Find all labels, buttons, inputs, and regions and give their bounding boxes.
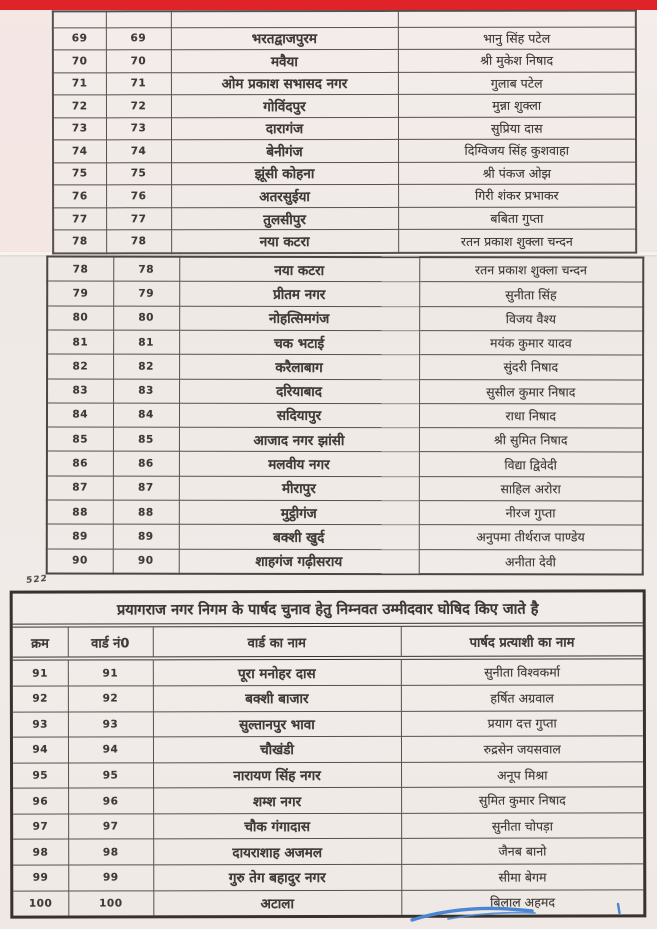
cell-ward-name: नोहत्सिमगंज: [179, 306, 419, 331]
cell-serial: 78: [53, 230, 106, 253]
handwritten-mark: 522: [25, 573, 48, 587]
paper-left-margin: [0, 10, 50, 254]
announcement-table-section: [10, 589, 647, 918]
cell-ward-name: भरतद्वाजपुरम: [171, 27, 398, 50]
cell-ward-no: 69: [106, 27, 171, 50]
cell-serial: 88: [47, 500, 113, 524]
cell-ward-name: चौक गंगादास: [153, 813, 401, 839]
cell-ward-name: मलवीय नगर: [179, 452, 419, 477]
table-row: [47, 354, 643, 379]
cell-ward-name: गोविंदपुर: [171, 95, 398, 118]
cell-serial: 72: [53, 95, 106, 118]
cell-candidate-name: विजय वैश्य: [419, 306, 643, 331]
cell-ward-name: आजाद नगर झांसी: [179, 427, 419, 452]
cell-ward-name: सदियापुर: [179, 403, 419, 428]
cell-serial: 97: [13, 814, 68, 840]
cell-candidate-name: सुनीता सिंह: [419, 282, 643, 307]
table-row: [53, 207, 636, 230]
cell-serial: 85: [47, 427, 113, 451]
cell-ward-no: 99: [68, 865, 153, 891]
table-row: [53, 117, 636, 140]
cell-ward-no: 85: [113, 427, 179, 451]
cell-ward-no: 95: [68, 763, 153, 789]
cell-ward-no: 78: [106, 230, 171, 253]
cell-candidate-name: गुलाब पटेल: [398, 72, 636, 95]
cell-ward-no: 83: [113, 379, 179, 403]
cell-ward-no: 73: [106, 117, 171, 140]
top-red-bar: [0, 0, 657, 10]
cell-ward-name: मुट्ठीगंज: [179, 500, 419, 525]
table-row: [53, 27, 636, 50]
cell-candidate-name: रतन प्रकाश शुक्ला चन्दन: [398, 229, 636, 253]
cell-serial: 79: [47, 281, 113, 305]
cell-empty: [398, 11, 636, 27]
cell-serial: 100: [13, 891, 68, 916]
cell-ward-name: प्रीतम नगर: [179, 282, 419, 307]
table-row: [47, 548, 643, 574]
cell-ward-name: मीरापुर: [179, 476, 419, 501]
table-row: [13, 710, 643, 737]
table-row: [13, 787, 643, 814]
table-row: [47, 330, 643, 355]
cell-candidate-name: प्रयाग दत्त गुप्ता: [401, 710, 643, 736]
cell-candidate-name: विद्या द्विवेदी: [419, 452, 643, 477]
table-row: [47, 476, 643, 501]
cell-serial: 78: [47, 256, 113, 281]
cell-candidate-name: श्री सुमित निषाद: [419, 428, 643, 453]
cell-ward-no: 70: [106, 50, 171, 73]
table-row: [47, 256, 643, 282]
cell-ward-no: 71: [106, 72, 171, 95]
column-header: क्रम: [13, 628, 68, 659]
column-header: वार्ड नं0: [68, 627, 153, 658]
cell-candidate-name: जैनब बानो: [401, 838, 643, 864]
cell-ward-no: 96: [68, 788, 153, 814]
cell-ward-no: 89: [113, 524, 179, 548]
cell-ward-name: नया कटरा: [179, 257, 419, 282]
ward-table-announced: [13, 626, 644, 915]
cell-candidate-name: सुसील कुमार निषाद: [419, 379, 643, 404]
cell-serial: 98: [13, 839, 68, 865]
cell-ward-no: 92: [68, 686, 153, 712]
cell-candidate-name: सुंदरी निषाद: [419, 355, 643, 380]
cell-ward-no: 93: [68, 712, 153, 738]
cell-candidate-name: अनूप मिश्रा: [401, 762, 643, 788]
cell-ward-name: पूरा मनोहर दास: [153, 658, 401, 686]
table-body: [13, 657, 644, 915]
table-row: [53, 229, 636, 253]
cell-serial: 92: [13, 686, 68, 712]
cell-candidate-name: रतन प्रकाश शुक्ला चन्दन: [419, 257, 643, 282]
table-row: [13, 864, 643, 891]
cell-ward-name: दारागंज: [171, 117, 398, 140]
signature-mark: [360, 898, 650, 928]
cell-serial: 77: [53, 208, 106, 231]
cell-ward-no: 72: [106, 95, 171, 118]
cell-ward-name: अतरसुईया: [171, 185, 398, 208]
cell-ward-name: शम्श नगर: [153, 788, 401, 814]
cell-serial: 89: [47, 524, 113, 548]
cell-candidate-name: दिग्विजय सिंह कुशवाहा: [398, 139, 636, 162]
cell-ward-no: 100: [68, 890, 153, 915]
cell-ward-name: चक भटाई: [179, 330, 419, 355]
cell-serial: 73: [53, 117, 106, 140]
cell-ward-name: अटाला: [153, 890, 401, 915]
table-row: [47, 427, 643, 452]
column-header: पार्षद प्रत्याशी का नाम: [401, 626, 643, 658]
cell-ward-name: सुल्तानपुर भावा: [153, 711, 401, 737]
table-body: [47, 256, 644, 574]
cell-ward-name: बक्शी खुर्द: [179, 524, 419, 549]
cell-serial: 69: [53, 27, 106, 50]
cell-ward-no: 77: [106, 207, 171, 230]
cell-candidate-name: अनुपमा तीर्थराज पाण्डेय: [419, 525, 643, 550]
cell-ward-no: 94: [68, 737, 153, 763]
table-row: [13, 736, 643, 763]
cell-ward-no: 98: [68, 839, 153, 865]
ward-table-segment-1: [52, 10, 637, 255]
cell-serial: 95: [13, 763, 68, 789]
cell-serial: 94: [13, 737, 68, 763]
cell-serial: 76: [53, 185, 106, 208]
column-header: वार्ड का नाम: [153, 627, 401, 659]
cell-ward-name: दायराशाह अजमल: [153, 839, 401, 865]
cell-ward-name: मवैया: [171, 49, 398, 72]
cell-serial: 90: [47, 548, 113, 573]
table-row: [13, 813, 643, 840]
cell-candidate-name: साहिल अरोरा: [419, 476, 643, 501]
cell-serial: 84: [47, 403, 113, 427]
cell-ward-no: 97: [68, 814, 153, 840]
cell-candidate-name: श्री मुकेश निषाद: [398, 49, 636, 72]
cell-ward-name: दरियाबाद: [179, 379, 419, 404]
cell-candidate-name: मयंक कुमार यादव: [419, 331, 643, 356]
cell-candidate-name: सुनीता विश्वकर्मा: [401, 657, 643, 685]
cell-candidate-name: सीमा बेगम: [401, 864, 643, 890]
cell-serial: 99: [13, 865, 68, 891]
cell-candidate-name: बिलाल अहमद: [401, 889, 643, 914]
cell-serial: 86: [47, 451, 113, 475]
cell-serial: 91: [13, 659, 68, 687]
cell-candidate-name: बबिता गुप्ता: [398, 207, 636, 230]
cell-ward-no: 90: [113, 549, 179, 574]
cell-serial: 75: [53, 163, 106, 186]
table-row: [13, 762, 643, 789]
cell-ward-no: 86: [113, 451, 179, 475]
cell-serial: 93: [13, 712, 68, 738]
ward-table-segment-2: [46, 255, 645, 575]
cell-ward-no: 79: [113, 282, 179, 306]
table-row: [13, 657, 643, 686]
cell-ward-no: 88: [113, 500, 179, 524]
cell-candidate-name: अनीता देवी: [419, 549, 643, 574]
cell-serial: 70: [53, 50, 106, 73]
table-row: [47, 306, 643, 331]
cell-ward-no: 91: [68, 658, 153, 686]
cell-ward-no: 87: [113, 476, 179, 500]
cell-candidate-name: रुद्रसेन जयसवाल: [401, 736, 643, 762]
cell-ward-no: 74: [106, 140, 171, 163]
cell-ward-name: गुरु तेग बहादुर नगर: [153, 864, 401, 890]
table-row: [13, 685, 643, 712]
cell-serial: 74: [53, 140, 106, 163]
cell-ward-no: 80: [113, 306, 179, 330]
cell-ward-name: करैलाबाग: [179, 354, 419, 379]
cell-candidate-name: गिरी शंकर प्रभाकर: [398, 184, 636, 207]
cell-empty: [106, 11, 171, 27]
cell-candidate-name: श्री पंकज ओझ: [398, 162, 636, 185]
table-row: [53, 162, 636, 185]
cell-empty: [171, 11, 398, 27]
cell-ward-name: नारायण सिंह नगर: [153, 762, 401, 788]
cell-ward-no: 81: [113, 330, 179, 354]
cell-ward-name: बक्शी बाजार: [153, 685, 401, 711]
cell-ward-name: नया कटरा: [171, 230, 398, 254]
table-row: [53, 184, 636, 207]
cell-serial: 83: [47, 379, 113, 403]
cell-ward-no: 75: [106, 162, 171, 185]
cell-serial: 87: [47, 476, 113, 500]
table-row: [47, 451, 643, 476]
table-body: [53, 11, 636, 254]
cell-ward-name: झूंसी कोहना: [171, 162, 398, 185]
cell-ward-no: 82: [113, 354, 179, 378]
cell-serial: 82: [47, 354, 113, 378]
cell-serial: 81: [47, 330, 113, 354]
table-row: [13, 838, 643, 865]
cell-candidate-name: सुप्रिया दास: [398, 117, 636, 140]
cell-ward-no: 84: [113, 403, 179, 427]
cell-ward-name: बेनीगंज: [171, 140, 398, 163]
cell-candidate-name: सुनीता चोपड़ा: [401, 813, 643, 839]
cell-ward-no: 78: [113, 257, 179, 282]
cell-ward-name: चौखंडी: [153, 737, 401, 763]
cell-ward-name: तुलसीपुर: [171, 207, 398, 230]
table-row: [47, 500, 643, 525]
cell-serial: 96: [13, 788, 68, 814]
cell-serial: 71: [53, 72, 106, 95]
table-row: [53, 49, 636, 72]
cell-empty: [53, 11, 106, 27]
partial-clipped-row: [53, 11, 636, 28]
cell-candidate-name: मुन्ना शुक्ला: [398, 94, 636, 117]
table-row: [53, 72, 636, 95]
table-row: [47, 524, 643, 549]
announcement-title: प्रयागराज नगर निगम के पार्षद चुनाव हेतु निम्नवत उम्मीदवार घोषिद किए जाते है: [13, 592, 643, 627]
header-row: [13, 626, 643, 658]
table-row: [47, 281, 643, 306]
cell-candidate-name: राधा निषाद: [419, 403, 643, 428]
table-row: [53, 94, 636, 117]
cell-ward-no: 76: [106, 185, 171, 208]
cell-serial: 80: [47, 306, 113, 330]
cell-candidate-name: नीरज गुप्ता: [419, 501, 643, 526]
cell-candidate-name: हर्षित अग्रवाल: [401, 685, 643, 711]
cell-candidate-name: सुमित कुमार निषाद: [401, 787, 643, 813]
table-row: [53, 139, 636, 162]
cell-candidate-name: भानु सिंह पटेल: [398, 27, 636, 50]
cell-ward-name: ओम प्रकाश सभासद नगर: [171, 72, 398, 95]
cell-ward-name: शाहगंज गढ़ीसराय: [179, 549, 419, 574]
table-row: [47, 403, 643, 428]
table-row: [47, 379, 643, 404]
table-header: [13, 626, 643, 658]
